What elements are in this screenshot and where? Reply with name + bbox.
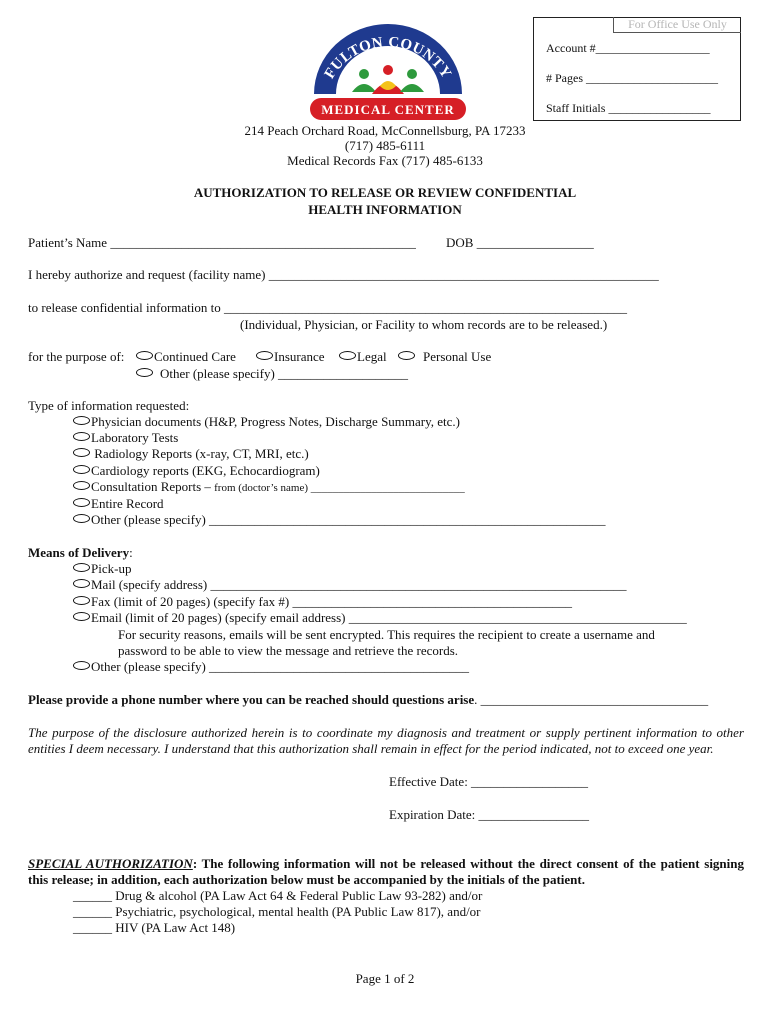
purpose-option-insurance[interactable]: Insurance [256, 349, 325, 365]
radio-oval-icon[interactable] [73, 465, 90, 474]
release-to-field[interactable]: to release confidential information to ______________________________________________________________ [28, 300, 628, 315]
office-use-title: For Office Use Only [613, 17, 741, 33]
info-type-consultation-reports[interactable]: Consultation Reports – from (doctor’s name) ____________________________ [73, 479, 465, 496]
radio-oval-icon[interactable] [73, 661, 90, 670]
fulton-county-logo [306, 20, 470, 124]
radio-oval-icon[interactable] [73, 481, 90, 490]
pages-field[interactable]: # Pages ______________________ [546, 71, 718, 85]
expiration-date-field[interactable]: Expiration Date: _________________ [389, 807, 590, 822]
info-type-label: Type of information requested: [28, 398, 190, 413]
special-item-hiv[interactable]: ______ HIV (PA Law Act 148) [73, 920, 236, 935]
info-type-cardiology-reports[interactable]: Cardiology reports (EKG, Echocardiogram) [73, 463, 320, 479]
radio-oval-icon[interactable] [73, 448, 90, 457]
radio-oval-icon[interactable] [73, 416, 90, 425]
account-number-field[interactable]: Account #___________________ [546, 41, 710, 55]
disclosure-statement: The purpose of the disclosure authorized herein is to coordinate my diagnosis and treatment or supply pertinent information to other entities I deem necessary. I understand that this authorization shall remain in effect for the period indicated, not to exceed one year. [28, 725, 744, 756]
delivery-other[interactable]: Other (please specify) ________________________________________ [73, 659, 469, 675]
delivery-fax[interactable]: Fax (limit of 20 pages) (specify fax #) ___________________________________________ [73, 594, 572, 610]
radio-oval-icon[interactable] [73, 514, 90, 523]
facility-name-field[interactable]: I hereby authorize and request (facility name) ____________________________________________________________ [28, 267, 659, 282]
effective-date-field[interactable]: Effective Date: __________________ [389, 774, 589, 789]
form-title-line-1: AUTHORIZATION TO RELEASE OR REVIEW CONFIDENTIAL [193, 185, 577, 200]
email-note-line-1: For security reasons, emails will be sent encrypted. This requires the recipient to create a username and [118, 627, 655, 642]
radio-oval-icon[interactable] [398, 351, 415, 360]
address-street: 214 Peach Orchard Road, McConnellsburg, PA 17233 [244, 123, 526, 138]
delivery-mail[interactable]: Mail (specify address) ________________________________________________________________ [73, 577, 627, 593]
radio-oval-icon[interactable] [136, 368, 153, 377]
radio-oval-icon[interactable] [73, 563, 90, 572]
svg-text:FULTON COUNTY: FULTON COUNTY [321, 34, 455, 82]
form-title-line-2: HEALTH INFORMATION [308, 202, 462, 217]
radio-oval-icon[interactable] [136, 351, 153, 360]
info-type-physician-documents[interactable]: Physician documents (H&P, Progress Notes, Discharge Summary, etc.) [73, 414, 460, 430]
address-phone: (717) 485-6111 [344, 138, 426, 153]
address-fax: Medical Records Fax (717) 485-6133 [287, 153, 483, 168]
page-number: Page 1 of 2 [355, 971, 415, 986]
radio-oval-icon[interactable] [73, 596, 90, 605]
dob-field[interactable]: DOB __________________ [446, 235, 594, 250]
radio-oval-icon[interactable] [256, 351, 273, 360]
radio-oval-icon[interactable] [73, 498, 90, 507]
info-type-entire-record[interactable]: Entire Record [73, 496, 164, 512]
info-type-radiology-reports[interactable]: Radiology Reports (x-ray, CT, MRI, etc.) [73, 446, 309, 462]
radio-oval-icon[interactable] [73, 612, 90, 621]
info-type-other[interactable]: Other (please specify) _____________________________________________________________ [73, 512, 606, 528]
patient-name-field[interactable]: Patient’s Name _______________________________________________ [28, 235, 416, 250]
radio-oval-icon[interactable] [73, 432, 90, 441]
phone-number-field[interactable]: Please provide a phone number where you can be reached should questions arise. ___________________________________ [28, 692, 709, 707]
svg-text:MEDICAL CENTER: MEDICAL CENTER [321, 102, 455, 117]
special-item-mental-health[interactable]: ______ Psychiatric, psychological, mental health (PA Public Law 817), and/or [73, 904, 481, 919]
info-type-laboratory-tests[interactable]: Laboratory Tests [73, 430, 178, 446]
radio-oval-icon[interactable] [73, 579, 90, 588]
email-note-line-2: password to be able to view the message and retrieve the records. [118, 643, 459, 658]
delivery-label: Means of Delivery: [28, 545, 133, 560]
purpose-option-continued-care[interactable]: Continued Care [136, 349, 236, 365]
purpose-label: for the purpose of: [28, 349, 125, 364]
purpose-option-legal[interactable]: Legal [339, 349, 387, 365]
radio-oval-icon[interactable] [339, 351, 356, 360]
release-to-hint: (Individual, Physician, or Facility to whom records are to be released.) [240, 317, 608, 332]
special-item-drug-alcohol[interactable]: ______ Drug & alcohol (PA Law Act 64 & Federal Public Law 93-282) and/or [73, 888, 483, 903]
delivery-email[interactable]: Email (limit of 20 pages) (specify email address) ____________________________________________________ [73, 610, 687, 626]
purpose-option-other[interactable]: Other (please specify) ____________________ [136, 366, 408, 382]
purpose-option-personal-use[interactable]: Personal Use [398, 349, 491, 365]
delivery-pickup[interactable]: Pick-up [73, 561, 131, 577]
staff-initials-field[interactable]: Staff Initials _________________ [546, 101, 711, 115]
special-authorization-statement: SPECIAL AUTHORIZATION: The following information will not be released without the direct consent of the patient signing this release; in addition, each authorization below must be accompanied by the initials of the patient. [28, 856, 745, 887]
